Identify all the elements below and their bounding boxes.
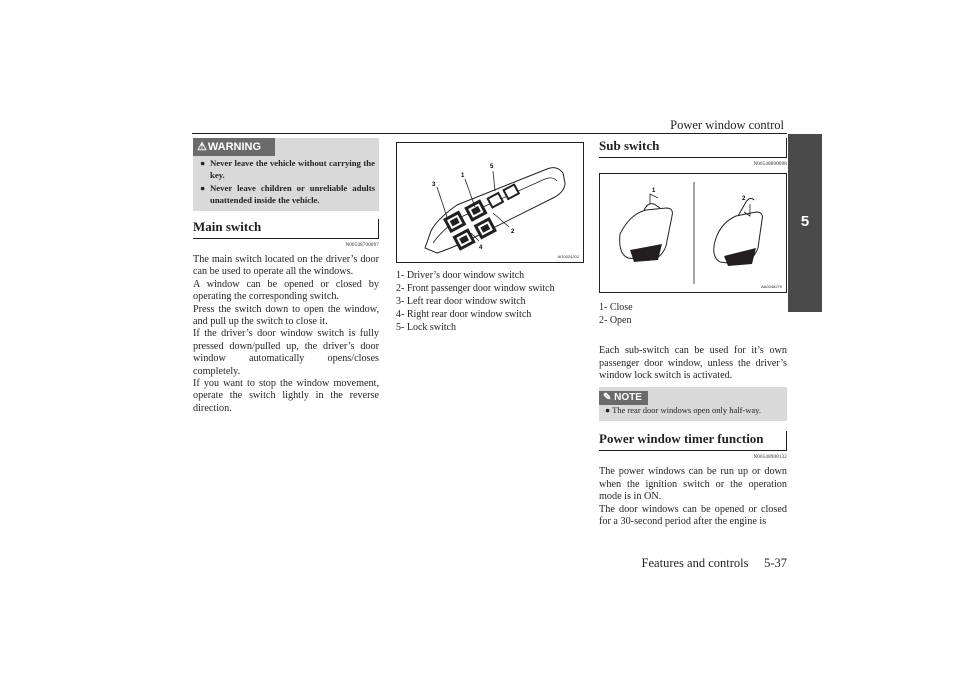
- callout-1: 1: [461, 173, 465, 179]
- note-badge: [599, 391, 648, 405]
- note-item: [603, 405, 783, 416]
- chapter-number: 5: [800, 213, 810, 230]
- footer-page: Features and controls 5-37: [641, 556, 787, 570]
- chapter-tab: [788, 134, 822, 312]
- paragraph: A window can be opened or closed by operating the corresponding switch.: [193, 278, 379, 303]
- timer-title: Power window timer function: [599, 431, 787, 451]
- figure-code: AA0048279: [761, 284, 782, 289]
- column-left: [193, 138, 379, 415]
- legend-item: 3- Left rear door window switch: [396, 296, 526, 308]
- note-box: [599, 387, 787, 421]
- legend-item: 5- Lock switch: [396, 322, 456, 334]
- warning-item-text: Never leave children or unreliable adults unattended inside the vehicle.: [210, 183, 375, 205]
- door-switch-panel-illustration: [397, 143, 583, 262]
- sub-switch-code: N00548800098: [753, 162, 787, 167]
- warning-header: [197, 138, 375, 156]
- warning-box: [193, 138, 379, 211]
- legend-item: 2- Front passenger door window switch: [396, 283, 555, 295]
- warning-item-text: Never leave the vehicle without carrying the key.: [210, 158, 375, 180]
- column-middle: [396, 142, 584, 334]
- callout-2: 2: [511, 229, 515, 235]
- main-switch-body: [193, 254, 379, 415]
- main-switch-code: N00548700097: [345, 243, 379, 248]
- bullet-icon: ●: [605, 405, 613, 416]
- callout-5: 5: [490, 164, 494, 170]
- sub-switch-figure: [599, 173, 787, 293]
- paragraph: The door windows can be opened or closed for a 30-second period after the engine is: [599, 503, 787, 528]
- legend-item: 1- Driver’s door window switch: [396, 270, 525, 281]
- legend-item: 4- Right rear door window switch: [396, 309, 532, 321]
- paragraph: The main switch located on the driver’s door can be used to operate all the windows.: [193, 254, 379, 278]
- sub-switch-illustration: [600, 174, 786, 292]
- legend-item: 1- Close: [599, 302, 633, 313]
- note-icon: ✎: [603, 392, 612, 404]
- sub-switch-title: Sub switch: [599, 138, 787, 158]
- callout-2: 2: [742, 196, 746, 202]
- header-rule: [192, 133, 787, 134]
- legend-item: 2- Open: [599, 315, 632, 327]
- warning-item: [200, 183, 375, 206]
- header-title: Power window control: [670, 118, 784, 132]
- sub-switch-body: [599, 345, 787, 382]
- figure-code: AG0024202: [557, 254, 579, 259]
- timer-body: [599, 466, 787, 528]
- note-label: NOTE: [614, 392, 642, 404]
- warning-item: [200, 158, 375, 181]
- note-header: [603, 387, 783, 404]
- sub-switch-legend: [599, 301, 787, 327]
- timer-code: N00548900132: [753, 455, 787, 461]
- bullet-icon: ●: [200, 183, 206, 193]
- note-text: The rear door windows open only half-way.: [612, 405, 761, 416]
- warning-triangle-icon: ⚠: [197, 141, 207, 153]
- main-switch-title: Main switch: [193, 219, 379, 239]
- paragraph: If the driver’s door window switch is fully pressed down/pulled up, the driver’s door window automatically opens/closes completely.: [193, 328, 379, 377]
- paragraph: Each sub-switch can be used for it’s own passenger door window, unless the driver’s window lock switch is activated.: [599, 345, 787, 381]
- main-switch-legend: [396, 269, 584, 334]
- bullet-icon: ●: [200, 158, 206, 168]
- paragraph: Press the switch down to open the window, and pull up the switch to close it.: [193, 303, 379, 328]
- paragraph: If you want to stop the window movement, operate the switch lightly in the reverse direction.: [193, 378, 379, 414]
- callout-3: 3: [432, 182, 436, 188]
- warning-label: WARNING: [207, 141, 262, 153]
- column-right: [599, 138, 787, 528]
- callout-1: 1: [652, 188, 656, 194]
- main-switch-figure: [396, 142, 584, 263]
- callout-4: 4: [479, 245, 483, 251]
- warning-badge: [193, 138, 275, 156]
- paragraph: The power windows can be run up or down when the ignition switch or the operation mode is in ON.: [599, 466, 787, 503]
